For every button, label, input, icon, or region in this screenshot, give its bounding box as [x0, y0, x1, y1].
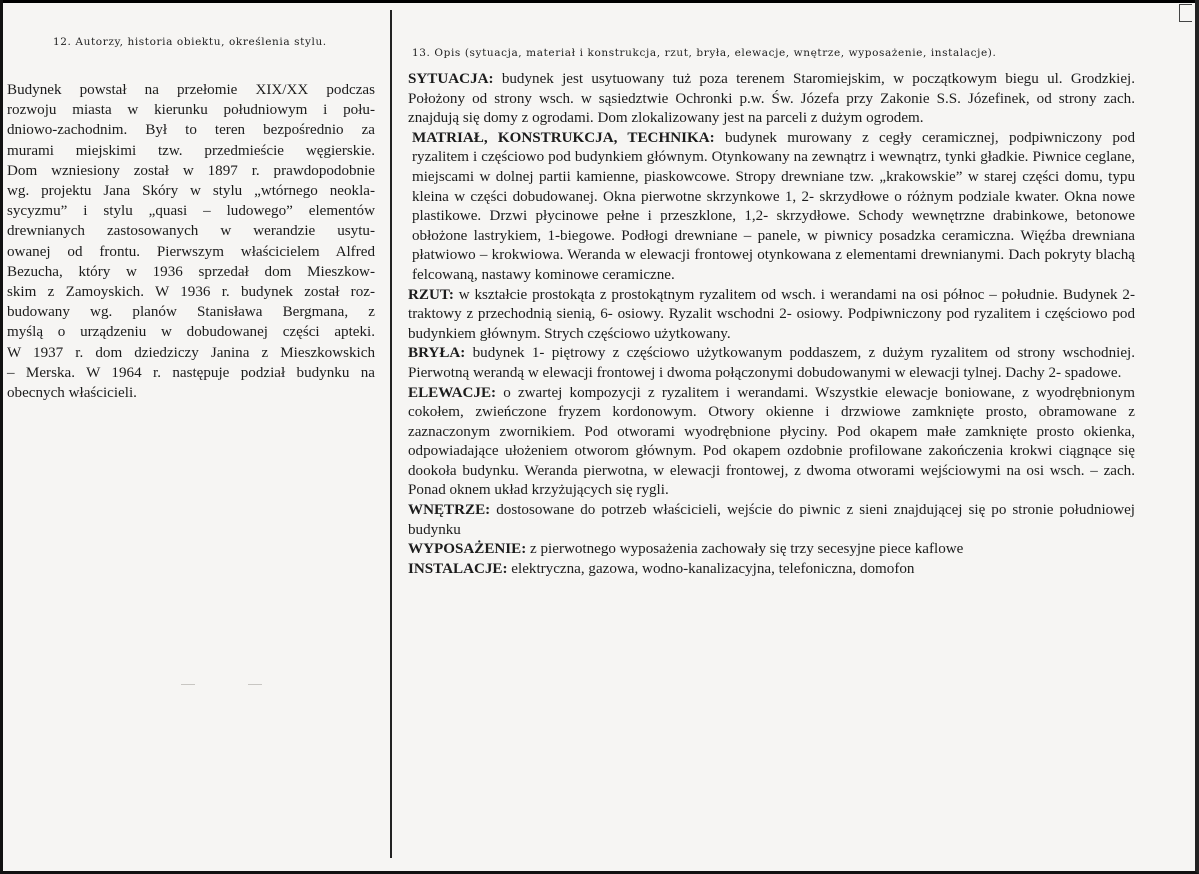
text-line: Bezucha, który w 1936 sprzedał dom Mieszkow- — [7, 263, 375, 280]
text-line: myślą o urządzeniu w dobudowanej części apteki. — [7, 324, 375, 341]
situation-paragraph — [408, 70, 1135, 129]
material-label: MATRIAŁ, KONSTRUKCJA, TECHNIKA: — [412, 129, 715, 146]
text-line: obecnych właścicieli. — [7, 385, 137, 402]
text-line: – Merska. W 1964 r. następuje podział budynku na — [7, 364, 375, 381]
text-line: Budynek powstał na przełomie XIX/XX podczas — [7, 82, 375, 98]
interior-text: dostosowane do potrzeb właścicieli, wejście do piwnic z sieni znajdującej się po stronie południowej budynku — [408, 502, 1135, 538]
equipment-paragraph — [408, 540, 1135, 560]
material-paragraph — [408, 129, 1135, 286]
text-line: drewnianych zastosowanych w werandzie usytu- — [7, 223, 375, 240]
section-12-text — [7, 80, 375, 403]
mass-paragraph — [408, 344, 1135, 383]
plan-text: w kształcie prostokąta z prostokątnym ryzalitem od wsch. i werandami na osi północ – południe. Budynek 2- traktowy z przechodnią sienią, 6- osiowy. Ryzalit wschodni 2- osiowy. Podpiwniczony pod ryzalitem i częściowo pod budynkiem głównym. Strych częściowo użytkowany. — [408, 286, 1135, 342]
section-12-header: 12. Autorzy, historia obiektu, określenia stylu. — [53, 36, 327, 48]
plan-paragraph — [408, 286, 1135, 345]
interior-paragraph — [408, 501, 1135, 540]
section-13-header: 13. Opis (sytuacja, materiał i konstrukcja, rzut, bryła, elewacje, wnętrze, wyposażenie, instalacje). — [412, 47, 997, 59]
mass-label: BRYŁA: — [408, 345, 466, 362]
faint-mark — [181, 684, 195, 685]
text-line: dniowo-zachodnim. Był to teren bezpośrednio za — [7, 122, 375, 139]
plan-label: RZUT: — [408, 286, 454, 303]
interior-label: WNĘTRZE: — [408, 502, 491, 519]
text-line: owanej od frontu. Pierwszym właścicielem Alfred — [7, 243, 375, 260]
top-border — [3, 0, 1195, 3]
equipment-label: WYPOSAŻENIE: — [408, 541, 527, 558]
corner-mark — [1179, 4, 1192, 22]
situation-text: budynek jest usytuowany tuż poza terenem Staromiejskim, w początkowym biegu ul. Grodzkiej. Położony od strony wsch. w sąsiedztwie Ochronki p.w. Św. Józefa przy Zakonie S.S. Józefinek, od strony zach. znajdują się domy z ogrodami. Dom zlokalizowany jest na parceli z dużym ogrodem. — [408, 71, 1135, 127]
section-13-text — [408, 70, 1135, 579]
mass-text: budynek 1- piętrowy z częściowo użytkowanym poddaszem, z dużym ryzalitem od strony wschodniej. Pierwotną werandą w elewacji frontowej i dwoma połączonymi dobudowanymi w elewacji tylnej. Dachy 2- spadowe. — [408, 345, 1135, 381]
text-line: W 1937 r. dom dziedziczy Janina z Mieszkowskich — [7, 344, 375, 361]
text-line: rozwoju miasta w kierunku południowym i połu- — [7, 102, 375, 119]
text-line: budowany wg. planów Stanisława Bergmana, z — [7, 304, 375, 321]
installations-label: INSTALACJE: — [408, 560, 508, 577]
elevations-text: o zwartej kompozycji z ryzalitem i werandami. Wszystkie elewacje boniowane, z wyodrębnionym cokołem, zwieńczone fryzem kordonowym. Otwory okienne i drzwiowe zamknięte prosto, obramowane z zaznaczonym zwornikiem. Pod otworami wyodrębnione płyciny. Pod okapem małe zamknięte prosto okienka, odpowiadające ułożeniem otworom głównym. Pod okapem ozdobnie profilowane zakończenia krokwi ciągnące się dookoła budynku. Weranda pierwotna, w elewacji frontowej, z dwoma otworami wejściowymi na osi wsch. – zach. Ponad oknem układ krzyżujących się rygli. — [408, 384, 1135, 499]
equipment-text: z pierwotnego wyposażenia zachowały się trzy secesyjne piece kaflowe — [526, 541, 964, 558]
column-divider — [390, 10, 392, 858]
text-line: Dom wzniesiony został w 1897 r. prawdopodobnie — [7, 162, 375, 179]
text-line: sycyzmu” i stylu „quasi – ludowego” elementów — [7, 203, 375, 220]
material-text: budynek murowany z cegły ceramicznej, podpiwniczony pod ryzalitem i częściowo pod budynkiem głównym. Otynkowany na zewnątrz i wewnątrz, tynki gładkie. Piwnice ceglane, miejscami w dolnej partii kamienne, piaskowcowe. Stropy drewniane tzw. „krakowskie” w starej części domu, typu kleina w części dobudowanej. Okna pierwotne skrzynkowe 1, 2- skrzydłowe o różnym podziale kwater. Okna nowe plastikowe. Drzwi płycinowe pełne i przeszklone, 1,2- skrzydłowe. Schody wewnętrzne drabinkowe, betonowe obłożone lastrykiem, 1-biegowe. Podłogi drewniane – panele, w piwnicy posadzka ceramiczna. Więźba drewniana płatwiowo – krokwiowa. Weranda w elewacji frontowej otynkowana z elementami drewnianymi. Dach pokryty blachą felcowaną, nastawy kominowe ceramiczne. — [412, 129, 1135, 283]
elevations-label: ELEWACJE: — [408, 384, 497, 401]
installations-paragraph — [408, 560, 1135, 580]
text-line: wg. projektu Jana Skóry w stylu „wtórnego neokla- — [7, 183, 375, 200]
installations-text: elektryczna, gazowa, wodno-kanalizacyjna, telefoniczna, domofon — [507, 560, 915, 577]
text-line: murami miejskimi tzw. przedmieście węgierskie. — [7, 142, 375, 159]
elevations-paragraph — [408, 384, 1135, 502]
situation-label: SYTUACJA: — [408, 71, 494, 87]
text-line: skim z Zamoyskich. W 1936 r. budynek został roz- — [7, 284, 375, 301]
faint-mark — [248, 684, 262, 685]
